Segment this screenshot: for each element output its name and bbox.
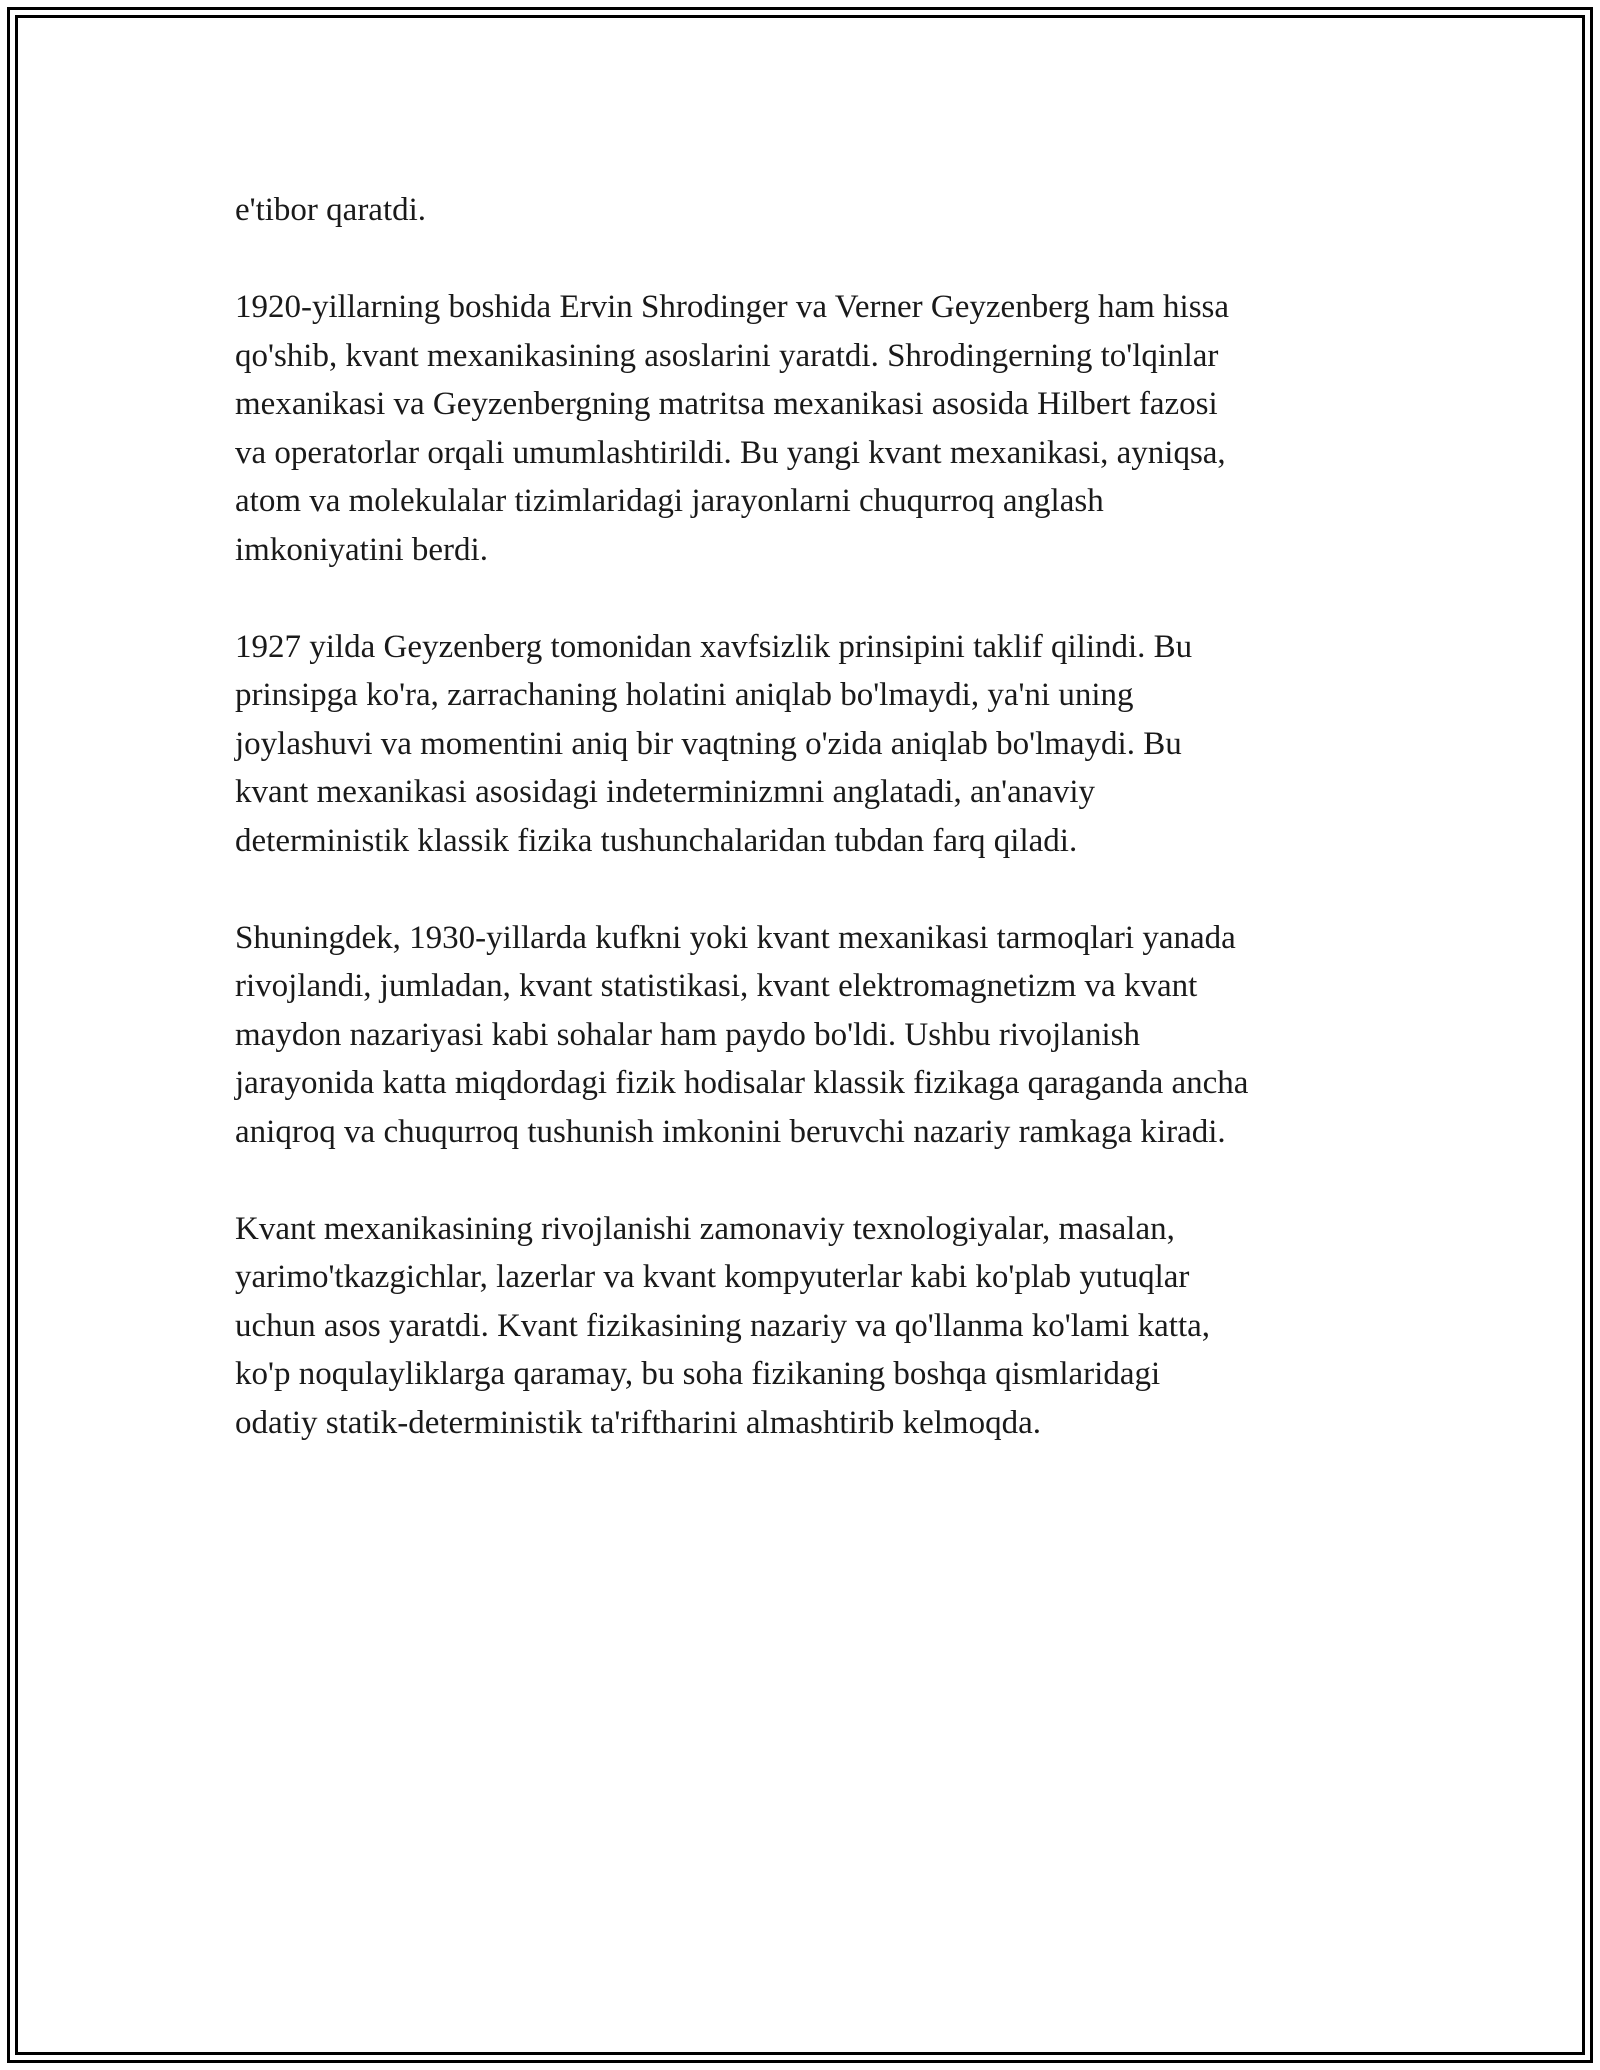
paragraph-5: Kvant mexanikasining rivojlanishi zamonaviy texnologiyalar, masalan, yarimo'tkazgichlar, lazerlar va kvant kompyuterlar kabi ko'plab yutuqlar uchun asos yaratdi. Kvant fizikasining nazariy va qo'llanma ko'lami katta, ko'p noqulayliklarga qaramay, bu soha fizikaning boshqa qismlaridagi odatiy statik-deterministik ta'riftharini almashtirib kelmoqda. — [235, 1210, 1211, 1441]
paragraph-3: 1927 yilda Geyzenberg tomonidan xavfsizlik prinsipini taklif qilindi. Bu prinsipga ko'ra, zarrachaning holatini aniqlab bo'lmaydi, ya'ni uning joylashuvi va momentini aniq bir vaqtning o'zida aniqlab bo'lmaydi. Bu kvant mexanikasi asosidagi indeterminizmni anglatadi, an'anaviy deterministik klassik fizika tushunchalaridan tubdan farq qiladi. — [235, 628, 1193, 859]
paragraph-1: e'tibor qaratdi. — [235, 192, 427, 228]
paragraph-4: Shuningdek, 1930-yillarda kufkni yoki kvant mexanikasi tarmoqlari yanada rivojlandi, jumladan, kvant statistikasi, kvant elektromagnetizm va kvant maydon nazariyasi kabi sohalar ham paydo bo'ldi. Ushbu rivojlanish jarayonida katta miqdordagi fizik hodisalar klassik fizikaga qaraganda ancha aniqroq va chuqurroq tushunish imkonini beruvchi nazariy ramkaga kiradi. — [235, 919, 1249, 1150]
paragraph-2: 1920-yillarning boshida Ervin Shrodinger va Verner Geyzenberg ham hissa qo'shib, kvant mexanikasining asoslarini yaratdi. Shrodingerning to'lqinlar mexanikasi va Geyzenbergning matritsa mexanikasi asosida Hilbert fazosi va operatorlar orqali umumlashtirildi. Bu yangi kvant mexanikasi, ayniqsa, atom va molekulalar tizimlaridagi jarayonlarni chuqurroq anglash imkoniyatini berdi. — [235, 289, 1230, 568]
document-body — [235, 186, 1370, 1496]
